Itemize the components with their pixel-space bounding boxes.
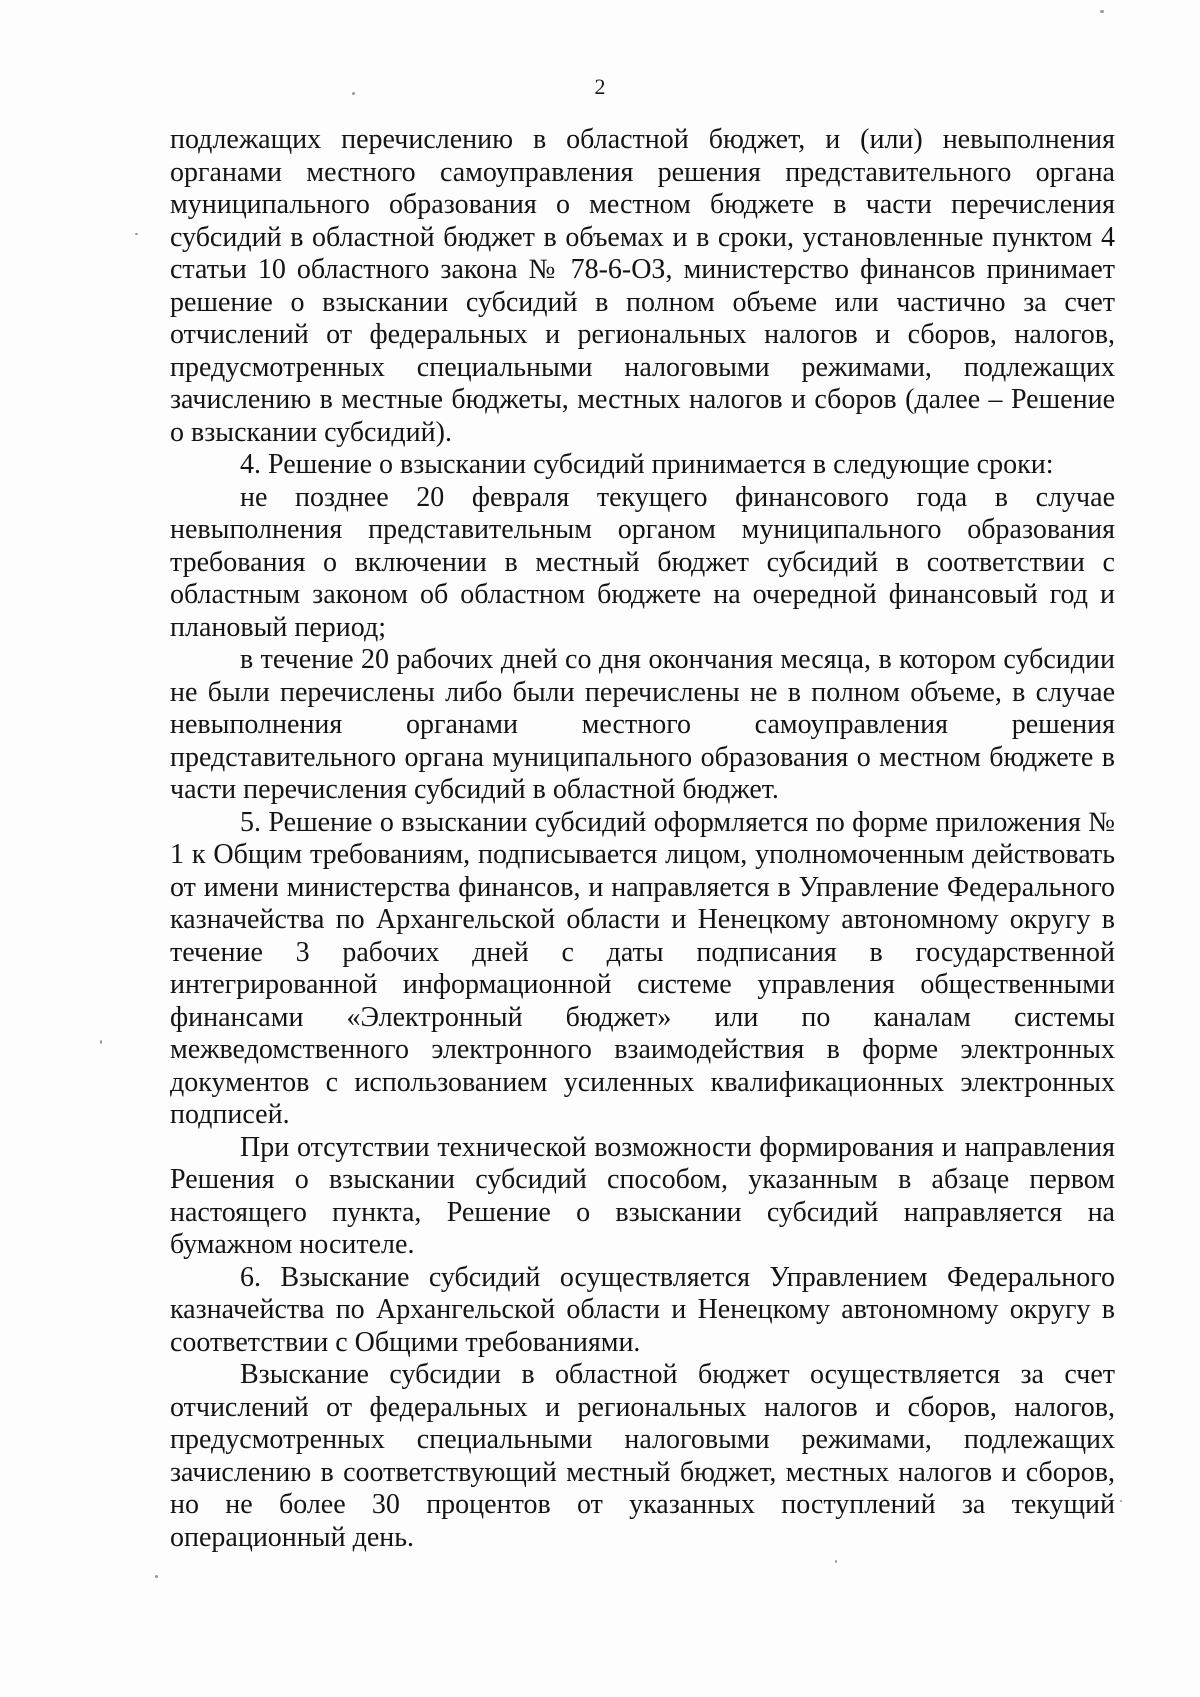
scan-speck <box>155 1575 158 1578</box>
paragraph-continuation: подлежащих перечислению в областной бюджет, и (или) невыполнения органами местного самоуправления решения представительного органа муниципального образования о местном бюджете в части перечисления субсидий в областной бюджет в объемах и в сроки, установленные пунктом 4 статьи 10 областного закона № 78-6-ОЗ, министерство финансов принимает решение о взыскании субсидий в полном объеме или частично за счет отчислений от федеральных и региональных налогов и сборов, налогов, предусмотренных специальными налоговыми режимами, подлежащих зачислению в местные бюджеты, местных налогов и сборов (далее – Решение о взыскании субсидий). <box>170 124 1115 448</box>
scan-speck <box>352 92 355 95</box>
paragraph-item-5: 5. Решение о взыскании субсидий оформляется по форме приложения № 1 к Общим требованиям, подписывается лицом, уполномоченным действовать от имени министерства финансов, и направляется в Управление Федерального казначейства по Архангельской области и Ненецкому автономному округу в течение 3 рабочих дней с даты подписания в государственной интегрированной информационной системе управления общественными финансами «Электронный бюджет» или по каналам системы межведомственного электронного взаимодействия в форме электронных документов с использованием усиленных квалификационных электронных подписей. <box>170 806 1115 1130</box>
paragraph-item-5-paper-option: При отсутствии технической возможности формирования и направления Решения о взыскании субсидий способом, указанным в абзаце первом настоящего пункта, Решение о взыскании субсидий направляется на бумажном носителе. <box>170 1131 1115 1260</box>
scan-speck <box>1100 10 1104 13</box>
paragraph-item-6: 6. Взыскание субсидий осуществляется Управлением Федерального казначейства по Архангельской области и Ненецкому автономному округу в соответствии с Общими требованиями. <box>170 1261 1115 1358</box>
document-body <box>170 124 1115 1554</box>
paragraph-item-4-deadline-february: не позднее 20 февраля текущего финансового года в случае невыполнения представительным органом муниципального образования требования о включении в местный бюджет субсидий в соответствии с областным законом об областном бюджете на очередной финансовый год и плановый период; <box>170 481 1115 643</box>
scan-speck <box>135 233 138 235</box>
scan-speck <box>835 1560 837 1563</box>
paragraph-item-4: 4. Решение о взыскании субсидий принимается в следующие сроки: <box>240 449 1054 480</box>
paragraph-item-4-deadline-monthly: в течение 20 рабочих дней со дня окончания месяца, в котором субсидии не были перечислены либо были перечислены не в полном объеме, в случае невыполнения органами местного самоуправления решения представительного органа муниципального образования о местном бюджете в части перечисления субсидий в областной бюджет. <box>170 644 1115 805</box>
scan-speck <box>1120 1500 1122 1502</box>
scan-speck <box>100 1040 102 1044</box>
page-number: 2 <box>594 74 606 99</box>
paragraph-item-6-limits: Взыскание субсидии в областной бюджет осуществляется за счет отчислений от федеральных и региональных налогов и сборов, налогов, предусмотренных специальными налоговыми режимами, подлежащих зачислению в соответствующий местный бюджет, местных налогов и сборов, но не более 30 процентов от указанных поступлений за текущий операционный день. <box>170 1359 1115 1553</box>
